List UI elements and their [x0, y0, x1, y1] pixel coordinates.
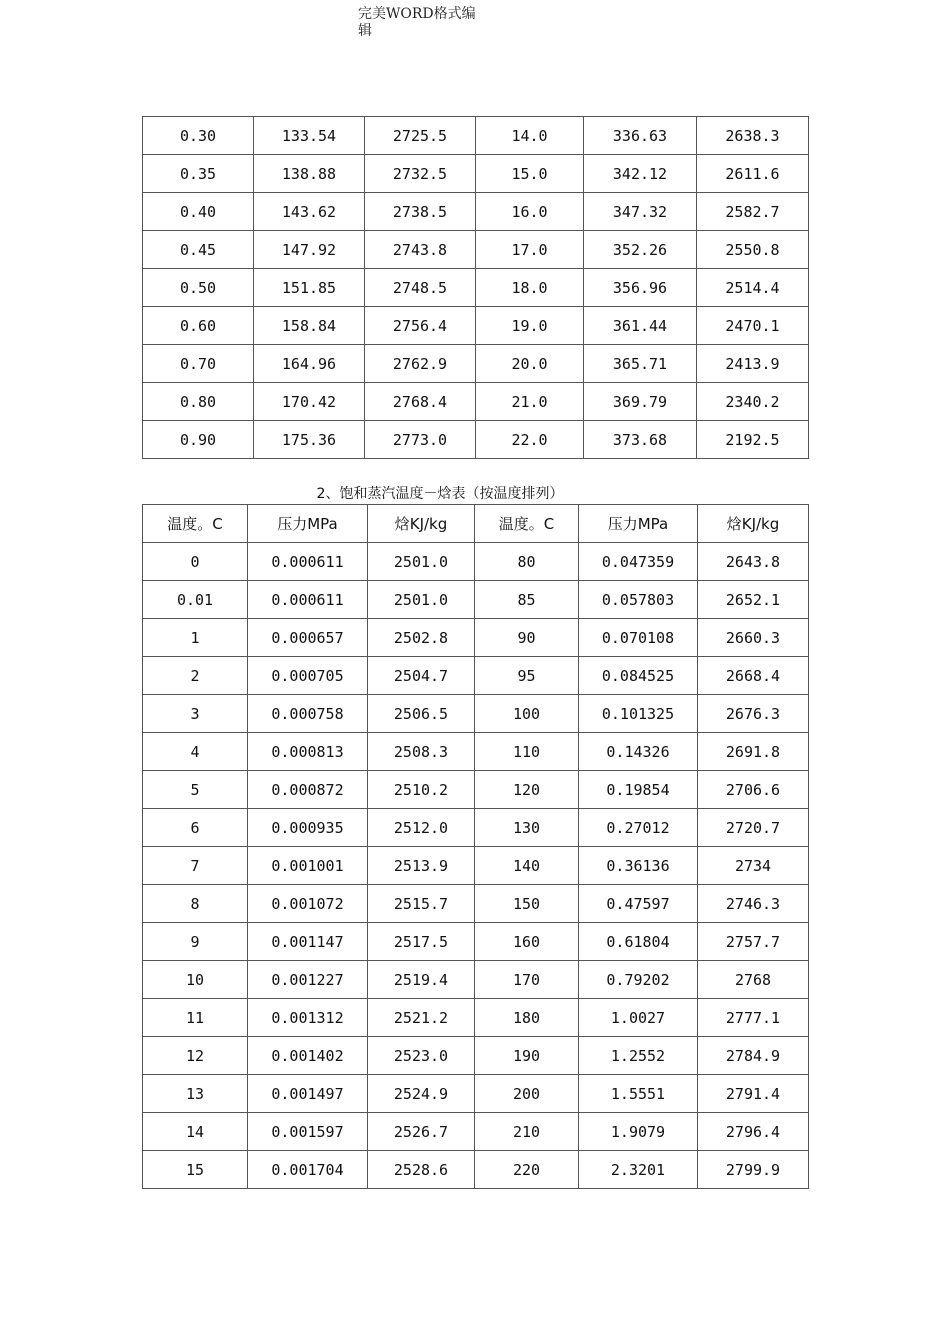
table-cell: 2 — [143, 657, 248, 695]
table-cell: 2523.0 — [368, 1037, 475, 1075]
table-cell: 3 — [143, 695, 248, 733]
table-row — [143, 155, 809, 193]
table-cell: 220 — [475, 1151, 579, 1189]
table-cell: 2732.5 — [365, 155, 476, 193]
table-cell: 14 — [143, 1113, 248, 1151]
table-cell: 2413.9 — [697, 345, 809, 383]
table-cell: 0.01 — [143, 581, 248, 619]
table-cell: 0.35 — [143, 155, 254, 193]
table-cell: 2768.4 — [365, 383, 476, 421]
table-cell: 2756.4 — [365, 307, 476, 345]
table-row — [143, 885, 809, 923]
table-cell: 0.45 — [143, 231, 254, 269]
table-cell: 14.0 — [476, 117, 584, 155]
table-cell: 2643.8 — [698, 543, 809, 581]
table-cell: 2521.2 — [368, 999, 475, 1037]
table-cell: 9 — [143, 923, 248, 961]
table-row — [143, 117, 809, 155]
temperature-enthalpy-table — [142, 504, 809, 1189]
table-row — [143, 771, 809, 809]
table-cell: 336.63 — [584, 117, 697, 155]
table-cell: 温度。C — [475, 505, 579, 543]
table-row — [143, 505, 809, 543]
table-cell: 11 — [143, 999, 248, 1037]
table2-caption: 2、饱和蒸汽温度－焓表（按温度排列） — [316, 486, 564, 502]
table-row — [143, 345, 809, 383]
table-cell: 压力MPa — [248, 505, 368, 543]
table-row — [143, 733, 809, 771]
table-row — [143, 383, 809, 421]
table-cell: 147.92 — [254, 231, 365, 269]
table-cell: 133.54 — [254, 117, 365, 155]
table-cell: 0.000813 — [248, 733, 368, 771]
table-cell: 2738.5 — [365, 193, 476, 231]
table-cell: 140 — [475, 847, 579, 885]
table-row — [143, 231, 809, 269]
table-cell: 0.001147 — [248, 923, 368, 961]
table-cell: 2582.7 — [697, 193, 809, 231]
table-cell: 342.12 — [584, 155, 697, 193]
table-row — [143, 307, 809, 345]
table-cell: 0.36136 — [579, 847, 698, 885]
table-cell: 0.000611 — [248, 581, 368, 619]
table-cell: 2510.2 — [368, 771, 475, 809]
table-cell: 0.047359 — [579, 543, 698, 581]
table-row — [143, 809, 809, 847]
table-cell: 2524.9 — [368, 1075, 475, 1113]
table-cell: 0.61804 — [579, 923, 698, 961]
table-cell: 压力MPa — [579, 505, 698, 543]
table-cell: 0.057803 — [579, 581, 698, 619]
table-cell: 190 — [475, 1037, 579, 1075]
table-cell: 1.9079 — [579, 1113, 698, 1151]
table-cell: 18.0 — [476, 269, 584, 307]
table-cell: 2519.4 — [368, 961, 475, 999]
table-cell: 0 — [143, 543, 248, 581]
table-cell: 0.60 — [143, 307, 254, 345]
table-cell: 2470.1 — [697, 307, 809, 345]
table-cell: 0.101325 — [579, 695, 698, 733]
table-cell: 2796.4 — [698, 1113, 809, 1151]
table-cell: 0.27012 — [579, 809, 698, 847]
table-cell: 2501.0 — [368, 543, 475, 581]
table-cell: 2340.2 — [697, 383, 809, 421]
table-cell: 10 — [143, 961, 248, 999]
table-cell: 2746.3 — [698, 885, 809, 923]
table-cell: 0.14326 — [579, 733, 698, 771]
table-cell: 2691.8 — [698, 733, 809, 771]
table-cell: 2517.5 — [368, 923, 475, 961]
table-cell: 6 — [143, 809, 248, 847]
pressure-enthalpy-table — [142, 116, 809, 459]
table-cell: 2528.6 — [368, 1151, 475, 1189]
table-cell: 1.5551 — [579, 1075, 698, 1113]
table-cell: 2550.8 — [697, 231, 809, 269]
table-cell: 5 — [143, 771, 248, 809]
table-cell: 2743.8 — [365, 231, 476, 269]
table-cell: 164.96 — [254, 345, 365, 383]
table-cell: 170.42 — [254, 383, 365, 421]
table-cell: 0.000657 — [248, 619, 368, 657]
table-cell: 13 — [143, 1075, 248, 1113]
table-cell: 2660.3 — [698, 619, 809, 657]
table-cell: 2784.9 — [698, 1037, 809, 1075]
table-row — [143, 1113, 809, 1151]
table-cell: 352.26 — [584, 231, 697, 269]
table-row — [143, 269, 809, 307]
table-cell: 2757.7 — [698, 923, 809, 961]
table-cell: 焓KJ/kg — [368, 505, 475, 543]
table-cell: 95 — [475, 657, 579, 695]
table-cell: 0.40 — [143, 193, 254, 231]
table-cell: 2514.4 — [697, 269, 809, 307]
table-cell: 2791.4 — [698, 1075, 809, 1113]
table-cell: 21.0 — [476, 383, 584, 421]
table-cell: 2501.0 — [368, 581, 475, 619]
table-cell: 2515.7 — [368, 885, 475, 923]
table-cell: 2513.9 — [368, 847, 475, 885]
table-cell: 2762.9 — [365, 345, 476, 383]
table-cell: 143.62 — [254, 193, 365, 231]
table-cell: 2192.5 — [697, 421, 809, 459]
table-cell: 2506.5 — [368, 695, 475, 733]
table-cell: 0.90 — [143, 421, 254, 459]
table-cell: 0.000935 — [248, 809, 368, 847]
table-cell: 100 — [475, 695, 579, 733]
table-cell: 2706.6 — [698, 771, 809, 809]
table-cell: 160 — [475, 923, 579, 961]
table-cell: 2508.3 — [368, 733, 475, 771]
table-row — [143, 619, 809, 657]
table-cell: 150 — [475, 885, 579, 923]
table-row — [143, 543, 809, 581]
table-cell: 90 — [475, 619, 579, 657]
table-cell: 0.19854 — [579, 771, 698, 809]
table-cell: 1.0027 — [579, 999, 698, 1037]
table-cell: 210 — [475, 1113, 579, 1151]
table-cell: 16.0 — [476, 193, 584, 231]
table-cell: 0.000705 — [248, 657, 368, 695]
table-cell: 0.001312 — [248, 999, 368, 1037]
table-cell: 0.084525 — [579, 657, 698, 695]
table-cell: 2773.0 — [365, 421, 476, 459]
table-cell: 2512.0 — [368, 809, 475, 847]
table-cell: 0.001001 — [248, 847, 368, 885]
table-row — [143, 657, 809, 695]
table-cell: 2668.4 — [698, 657, 809, 695]
table-cell: 0.001497 — [248, 1075, 368, 1113]
table-row — [143, 847, 809, 885]
table-cell: 1 — [143, 619, 248, 657]
table-cell: 4 — [143, 733, 248, 771]
table-row — [143, 581, 809, 619]
table-row — [143, 923, 809, 961]
table-cell: 2611.6 — [697, 155, 809, 193]
table-cell: 15 — [143, 1151, 248, 1189]
header-line-1: 完美WORD格式编 — [358, 6, 476, 22]
table-cell: 2768 — [698, 961, 809, 999]
table-cell: 361.44 — [584, 307, 697, 345]
table-cell: 0.001704 — [248, 1151, 368, 1189]
table-cell: 2799.9 — [698, 1151, 809, 1189]
table-cell: 0.000611 — [248, 543, 368, 581]
table-row — [143, 695, 809, 733]
table-row — [143, 421, 809, 459]
table-cell: 8 — [143, 885, 248, 923]
table-cell: 175.36 — [254, 421, 365, 459]
table-cell: 2638.3 — [697, 117, 809, 155]
table-cell: 2720.7 — [698, 809, 809, 847]
table-cell: 0.001402 — [248, 1037, 368, 1075]
table-row — [143, 961, 809, 999]
table-cell: 138.88 — [254, 155, 365, 193]
table-cell: 2676.3 — [698, 695, 809, 733]
table-cell: 2504.7 — [368, 657, 475, 695]
table-cell: 0.001227 — [248, 961, 368, 999]
table-cell: 0.79202 — [579, 961, 698, 999]
page-header — [358, 6, 498, 40]
table-cell: 0.47597 — [579, 885, 698, 923]
table-cell: 1.2552 — [579, 1037, 698, 1075]
table-cell: 0.001597 — [248, 1113, 368, 1151]
table-cell: 温度。C — [143, 505, 248, 543]
table-cell: 2652.1 — [698, 581, 809, 619]
table-cell: 2777.1 — [698, 999, 809, 1037]
table-cell: 2.3201 — [579, 1151, 698, 1189]
table-cell: 369.79 — [584, 383, 697, 421]
table-cell: 200 — [475, 1075, 579, 1113]
table-cell: 170 — [475, 961, 579, 999]
table-row — [143, 1037, 809, 1075]
table-cell: 365.71 — [584, 345, 697, 383]
table-cell: 2526.7 — [368, 1113, 475, 1151]
table-cell: 0.070108 — [579, 619, 698, 657]
table-cell: 0.50 — [143, 269, 254, 307]
table-cell: 0.30 — [143, 117, 254, 155]
table-cell: 80 — [475, 543, 579, 581]
table-cell: 19.0 — [476, 307, 584, 345]
table-cell: 2502.8 — [368, 619, 475, 657]
table-cell: 356.96 — [584, 269, 697, 307]
table-cell: 0.000872 — [248, 771, 368, 809]
table-cell: 焓KJ/kg — [698, 505, 809, 543]
table-row — [143, 193, 809, 231]
table-cell: 2734 — [698, 847, 809, 885]
table-cell: 22.0 — [476, 421, 584, 459]
table-row — [143, 1075, 809, 1113]
table-cell: 120 — [475, 771, 579, 809]
table-cell: 2725.5 — [365, 117, 476, 155]
table-cell: 0.70 — [143, 345, 254, 383]
table-cell: 373.68 — [584, 421, 697, 459]
table-cell: 0.000758 — [248, 695, 368, 733]
table-row — [143, 999, 809, 1037]
table-cell: 347.32 — [584, 193, 697, 231]
header-line-2: 辑 — [358, 23, 372, 39]
table-cell: 7 — [143, 847, 248, 885]
table-cell: 130 — [475, 809, 579, 847]
table-cell: 2748.5 — [365, 269, 476, 307]
table-cell: 0.80 — [143, 383, 254, 421]
table-cell: 20.0 — [476, 345, 584, 383]
table-cell: 110 — [475, 733, 579, 771]
table-cell: 158.84 — [254, 307, 365, 345]
table-cell: 85 — [475, 581, 579, 619]
table-cell: 15.0 — [476, 155, 584, 193]
table-cell: 0.001072 — [248, 885, 368, 923]
table-cell: 151.85 — [254, 269, 365, 307]
table-cell: 180 — [475, 999, 579, 1037]
table-cell: 12 — [143, 1037, 248, 1075]
table-cell: 17.0 — [476, 231, 584, 269]
table-row — [143, 1151, 809, 1189]
